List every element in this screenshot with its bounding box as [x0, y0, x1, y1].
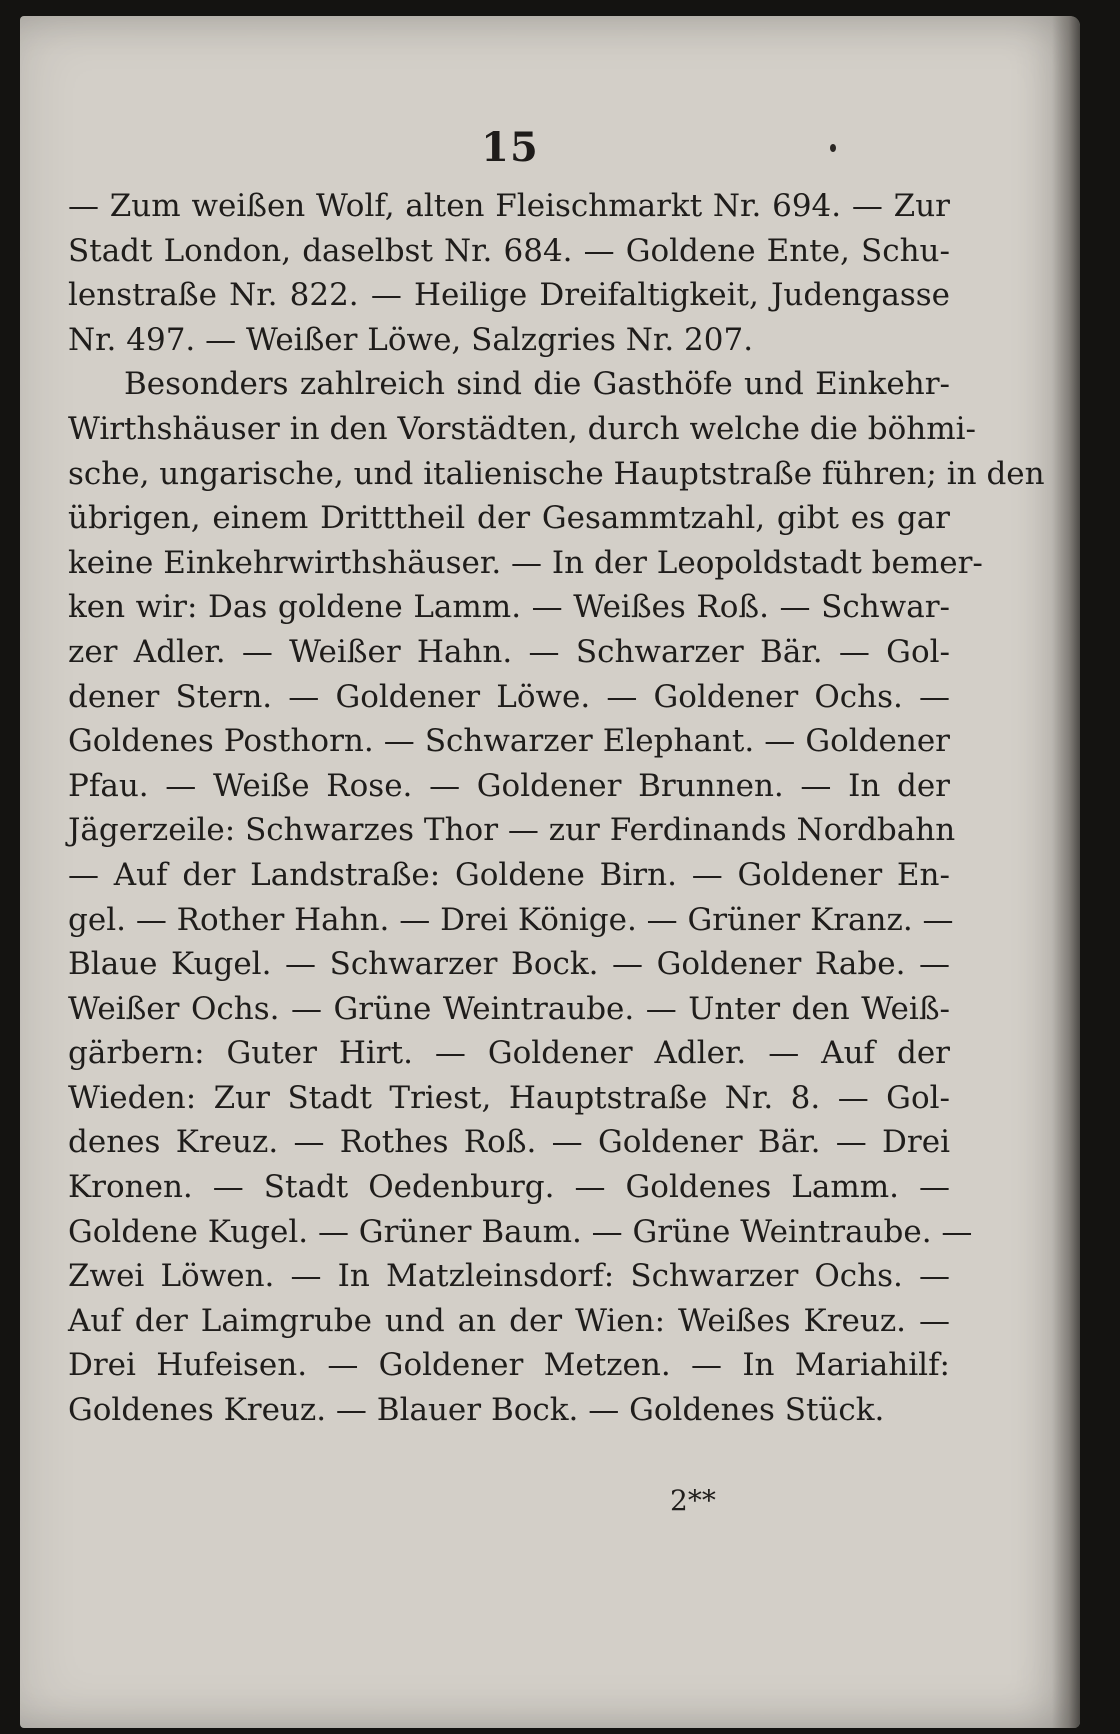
text-line: denes Kreuz. — Rothes Roß. — Goldener Bär. — Drei	[68, 1124, 950, 1161]
body-text	[68, 184, 1045, 1433]
text-line: Drei Hufeisen. — Goldener Metzen. — In Mariahilf:	[68, 1347, 950, 1384]
text-line: Goldenes Kreuz. — Blauer Bock. — Goldenes Stück.	[68, 1392, 885, 1429]
text-line: zer Adler. — Weißer Hahn. — Schwarzer Bär. — Gol-	[68, 633, 950, 670]
text-line: Goldenes Posthorn. — Schwarzer Elephant. — Goldener	[68, 723, 950, 760]
text-line: Zwei Löwen. — In Matzleinsdorf: Schwarzer Ochs. —	[68, 1258, 950, 1295]
text-line: Jägerzeile: Schwarzes Thor — zur Ferdinands Nordbahn	[68, 812, 956, 849]
page-number: 15	[481, 124, 539, 171]
text-line: ken wir: Das goldene Lamm. — Weißes Roß. — Schwar-	[68, 589, 950, 626]
text-line: dener Stern. — Goldener Löwe. — Goldener Ochs. —	[68, 678, 950, 715]
text-line: sche, ungarische, und italienische Hauptstraße führen; in den	[68, 455, 1045, 492]
text-line: Kronen. — Stadt Oedenburg. — Goldenes Lamm. —	[68, 1169, 950, 1206]
signature-mark: 2**	[670, 1484, 716, 1517]
text-line: Weißer Ochs. — Grüne Weintraube. — Unter den Weiß-	[68, 990, 950, 1027]
text-line: übrigen, einem Dritttheil der Gesammtzahl, gibt es gar	[68, 500, 950, 537]
text-line: Besonders zahlreich sind die Gasthöfe und Einkehr-	[124, 366, 950, 403]
text-line: gel. — Rother Hahn. — Drei Könige. — Grüner Kranz. —	[68, 901, 954, 938]
text-line: Wirthshäuser in den Vorstädten, durch welche die böhmi-	[68, 410, 977, 447]
text-line: Pfau. — Weiße Rose. — Goldener Brunnen. — In der	[68, 767, 950, 804]
text-line: gärbern: Guter Hirt. — Goldener Adler. — Auf der	[68, 1035, 950, 1072]
text-line: Nr. 497. — Weißer Löwe, Salzgries Nr. 207.	[68, 321, 754, 358]
text-line: — Zum weißen Wolf, alten Fleischmarkt Nr. 694. — Zur	[68, 188, 950, 224]
text-line: — Auf der Landstraße: Goldene Birn. — Goldener En-	[68, 856, 950, 893]
text-line: keine Einkehrwirthshäuser. — In der Leopoldstadt bemer-	[68, 544, 983, 581]
text-line: Auf der Laimgrube und an der Wien: Weißes Kreuz. —	[68, 1302, 950, 1339]
ink-speck	[830, 144, 836, 152]
text-line: lenstraße Nr. 822. — Heilige Dreifaltigkeit, Judengasse	[68, 277, 950, 314]
page-edge-shadow	[1052, 16, 1080, 1728]
text-line: Stadt London, daselbst Nr. 684. — Goldene Ente, Schu-	[68, 232, 950, 269]
text-line: Blaue Kugel. — Schwarzer Bock. — Goldener Rabe. —	[68, 946, 950, 983]
text-line: Wieden: Zur Stadt Triest, Hauptstraße Nr. 8. — Gol-	[68, 1079, 950, 1116]
book-page	[20, 16, 1080, 1728]
text-line: Goldene Kugel. — Grüner Baum. — Grüne Weintraube. —	[68, 1213, 973, 1250]
